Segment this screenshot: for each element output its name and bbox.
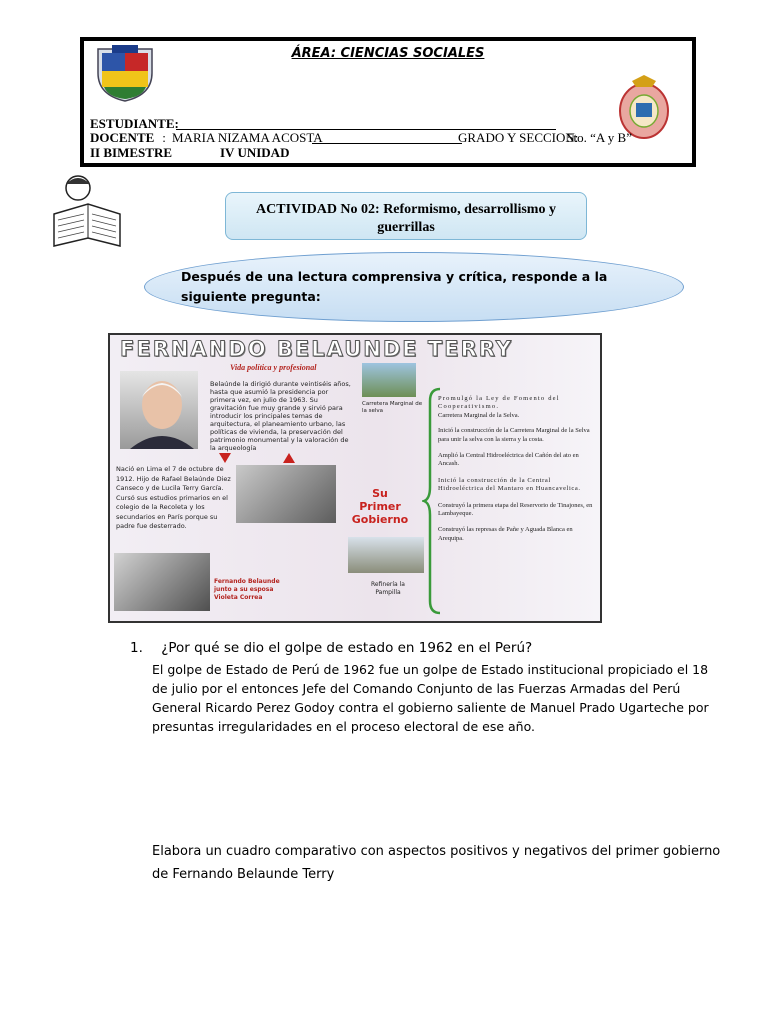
arrow-down-icon — [219, 453, 231, 463]
achievement-item: Inició la construcción de la Central Hidroeléctrica del Mantaro en Huancavelica. — [438, 476, 581, 493]
area-title: ÁREA: CIENCIAS SOCIALES — [291, 46, 485, 61]
arrow-up-icon — [283, 453, 295, 463]
poster-title: FERNANDO BELAUNDE TERRY — [120, 337, 513, 361]
docente-separator: : — [162, 130, 166, 145]
activity-title-box — [225, 192, 587, 240]
portrait-face-icon — [120, 371, 198, 449]
grado-value: 5to. “A y B” — [567, 130, 632, 145]
couple-caption: Fernando Belaunde junto a su esposa Violeta Correa — [214, 578, 280, 601]
bio-birth-text: Nació en Lima el 7 de octubre de 1912. Hijo de Rafael Belaúnde Diez Canseco y de Lucila Terry García. Cursó sus estudios primarios en el colegio de la Recoleta y los secundarios en París porque su padre fue desterrado. — [116, 465, 231, 530]
road-caption: Carretera Marginal de la selva — [362, 401, 423, 414]
question-1 — [130, 640, 532, 656]
first-government-label: Su Primer Gobierno — [351, 487, 409, 526]
refinery-caption: Refinería la Pampilla — [371, 581, 405, 596]
instruction-text: Después de una lectura comprensiva y crítica, responde a la siguiente pregunta: — [181, 269, 608, 304]
header-box — [80, 37, 696, 167]
achievement-item: Promulgó la Ley de Fomento del Cooperativismo. — [438, 395, 560, 411]
docente-label-text: DOCENTE — [90, 130, 155, 145]
belaunde-poster — [108, 333, 602, 623]
achievement-item: Amplió la Central Hidroeléctrica del Cañón del ato en Ancash. — [438, 452, 579, 468]
docente-label — [90, 130, 166, 146]
poster-subtitle: Vida política y profesional — [230, 363, 317, 372]
achievement-item: Carretera Marginal de la Selva. — [438, 411, 520, 419]
achievements-list — [438, 395, 596, 543]
docente-underline — [312, 143, 462, 144]
docente-name: MARIA NIZAMA ACOSTA — [172, 130, 323, 145]
bimestre-label: II BIMESTRE — [90, 145, 172, 160]
achievement-item: Construyó las represas de Pañe y Aguada Blanca en Arequipa. — [438, 526, 573, 542]
road-photo — [362, 363, 416, 397]
question-text: ¿Por qué se dio el golpe de estado en 1962 en el Perú? — [161, 640, 533, 656]
reading-student-icon — [48, 174, 124, 252]
refinery-photo — [348, 537, 424, 573]
achievement-item: Construyó la primera etapa del Reservorio de Tinajones, en Lambayeque. — [438, 501, 593, 518]
unidad-label: IV UNIDAD — [220, 145, 290, 160]
group-photo — [236, 465, 336, 523]
achievement-item: Inició la construcción de la Carretera Marginal de la Selva para unir la selva con la sierra y la costa. — [438, 427, 590, 443]
bio-top-text: Belaúnde la dirigió durante veintiséis años, hasta que asumió la presidencia por primera vez, en julio de 1963. Su gravitación fue muy grande y sirvió para introducir los principales temas de arquitectura, el planeamiento urbano, las políticas de vivienda, la preservación del patrimonio monumental y la valoración de la arqueología — [210, 380, 351, 452]
portrait-photo — [120, 371, 198, 449]
instruction-bubble — [144, 252, 684, 322]
student-label: ESTUDIANTE: — [90, 116, 179, 131]
answer-text: El golpe de Estado de Perú de 1962 fue un golpe de Estado institucional propiciado el 18 de julio por el entonces Jefe del Comando Conjunto de las Fuerzas Armadas del Perú General Ricardo Perez Godoy contra el gobierno saliente de Manuel Prado Ugarteche por presuntas irregularidades en el proceso electoral de ese año. — [152, 662, 709, 734]
task-text: Elabora un cuadro comparativo con aspectos positivos y negativos del primer gobierno de Fernando Belaunde Terry — [152, 844, 721, 882]
couple-photo — [114, 553, 210, 611]
question-number: 1. — [130, 640, 143, 656]
activity-title: ACTIVIDAD No 02: Reformismo, desarrollismo y guerrillas — [256, 202, 556, 235]
grado-label: GRADO Y SECCION: — [458, 130, 579, 145]
